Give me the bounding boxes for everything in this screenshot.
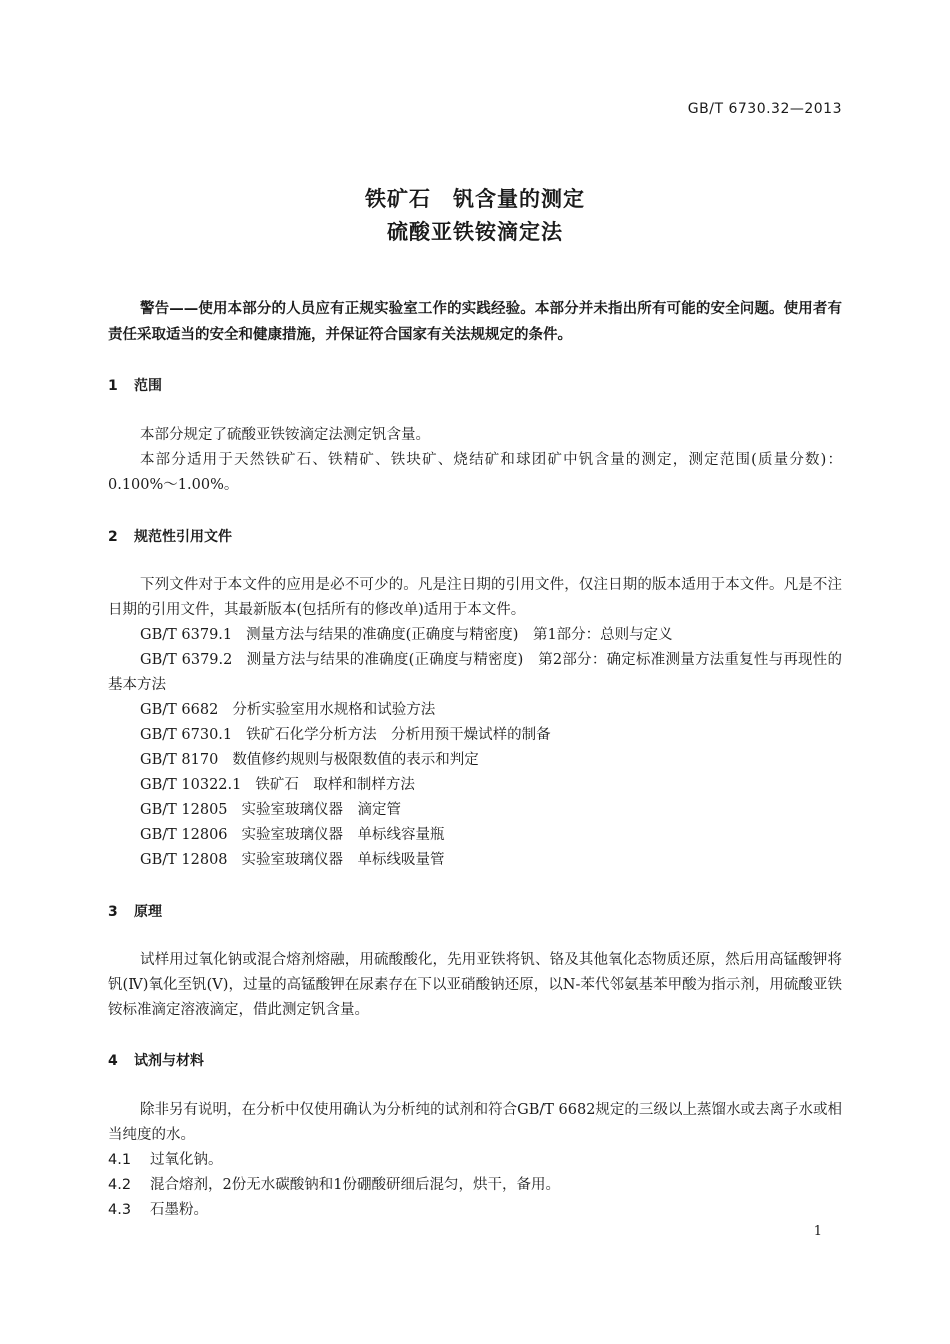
reference-title: 分析实验室用水规格和试验方法 bbox=[232, 702, 436, 718]
section-number: 1 bbox=[108, 378, 118, 394]
title-line-2: 硫酸亚铁铵滴定法 bbox=[387, 220, 563, 244]
reference-title: 测量方法与结果的准确度(正确度与精密度) 第2部分：确定标准测量方法重复性与再现性的基本方法 bbox=[108, 652, 842, 693]
title-line-1: 铁矿石 钒含量的测定 bbox=[365, 187, 585, 211]
section-number: 3 bbox=[108, 904, 118, 920]
item-text: 石墨粉。 bbox=[150, 1202, 208, 1218]
reference-item bbox=[140, 798, 401, 823]
reference-item bbox=[140, 748, 479, 773]
reference-code: GB/T 10322.1 bbox=[140, 777, 242, 793]
reference-title: 实验室玻璃仪器 单标线吸量管 bbox=[241, 852, 445, 868]
item-text: 混合熔剂，2份无水碳酸钠和1份硼酸研细后混匀，烘干，备用。 bbox=[150, 1177, 560, 1193]
document-code: GB/T 6730.32—2013 bbox=[687, 101, 842, 117]
reference-code: GB/T 6379.1 bbox=[140, 627, 233, 643]
list-item bbox=[108, 1198, 208, 1223]
list-item bbox=[108, 1148, 223, 1173]
section-title: 范围 bbox=[134, 378, 162, 394]
reference-item bbox=[140, 823, 445, 848]
reference-item bbox=[108, 648, 842, 698]
section-2-heading bbox=[108, 526, 232, 546]
reference-code: GB/T 12808 bbox=[140, 852, 228, 868]
reference-title: 实验室玻璃仪器 单标线容量瓶 bbox=[241, 827, 445, 843]
reference-title: 数值修约规则与极限数值的表示和判定 bbox=[232, 752, 479, 768]
reference-code: GB/T 12806 bbox=[140, 827, 228, 843]
item-text: 过氧化钠。 bbox=[150, 1152, 223, 1168]
reference-item bbox=[140, 623, 673, 648]
reference-title: 铁矿石化学分析方法 分析用预干燥试样的制备 bbox=[246, 727, 551, 743]
section-1-para-1: 本部分规定了硫酸亚铁铵滴定法测定钒含量。 bbox=[140, 427, 430, 443]
reference-item bbox=[140, 848, 445, 873]
reference-code: GB/T 8170 bbox=[140, 752, 219, 768]
section-number: 2 bbox=[108, 529, 118, 545]
reference-title: 铁矿石 取样和制样方法 bbox=[255, 777, 415, 793]
section-3-para: 试样用过氧化钠或混合熔剂熔融，用硫酸酸化，先用亚铁将钒、铬及其他氧化态物质还原，然后用高锰酸钾将钒(Ⅳ)氧化至钒(Ⅴ)，过量的高锰酸钾在尿素存在下以亚硝酸钠还原，以N-苯代邻氨基苯甲酸为指示剂，用硫酸亚铁铵标准滴定溶液滴定，借此测定钒含量。 bbox=[108, 952, 842, 1018]
section-number: 4 bbox=[108, 1053, 118, 1069]
item-number: 4.3 bbox=[108, 1202, 132, 1218]
reference-item bbox=[140, 773, 415, 798]
page-number: 1 bbox=[813, 1224, 822, 1239]
section-1-heading bbox=[108, 375, 162, 395]
reference-code: GB/T 12805 bbox=[140, 802, 228, 818]
section-title: 规范性引用文件 bbox=[134, 529, 232, 545]
reference-title: 实验室玻璃仪器 滴定管 bbox=[241, 802, 402, 818]
reference-title: 测量方法与结果的准确度(正确度与精密度) 第1部分：总则与定义 bbox=[246, 627, 673, 643]
reference-item bbox=[140, 723, 551, 748]
reference-code: GB/T 6379.2 bbox=[140, 652, 233, 668]
reference-item bbox=[140, 698, 435, 723]
section-title: 试剂与材料 bbox=[134, 1053, 204, 1069]
section-3-heading bbox=[108, 901, 162, 921]
section-4-heading bbox=[108, 1050, 204, 1070]
section-4-intro: 除非另有说明，在分析中仅使用确认为分析纯的试剂和符合GB/T 6682规定的三级以上蒸馏水或去离子水或相当纯度的水。 bbox=[108, 1102, 842, 1143]
item-number: 4.1 bbox=[108, 1152, 132, 1168]
section-title: 原理 bbox=[134, 904, 162, 920]
item-number: 4.2 bbox=[108, 1177, 132, 1193]
reference-code: GB/T 6682 bbox=[140, 702, 219, 718]
list-item bbox=[108, 1173, 560, 1198]
warning-paragraph: 警告——使用本部分的人员应有正规实验室工作的实践经验。本部分并未指出所有可能的安全问题。使用者有责任采取适当的安全和健康措施，并保证符合国家有关法规规定的条件。 bbox=[108, 301, 842, 343]
section-1-para-2: 本部分适用于天然铁矿石、铁精矿、铁块矿、烧结矿和球团矿中钒含量的测定，测定范围(质量分数)：0.100%～1.00%。 bbox=[108, 452, 842, 493]
reference-code: GB/T 6730.1 bbox=[140, 727, 233, 743]
section-2-intro: 下列文件对于本文件的应用是必不可少的。凡是注日期的引用文件，仅注日期的版本适用于本文件。凡是不注日期的引用文件，其最新版本(包括所有的修改单)适用于本文件。 bbox=[108, 577, 842, 618]
